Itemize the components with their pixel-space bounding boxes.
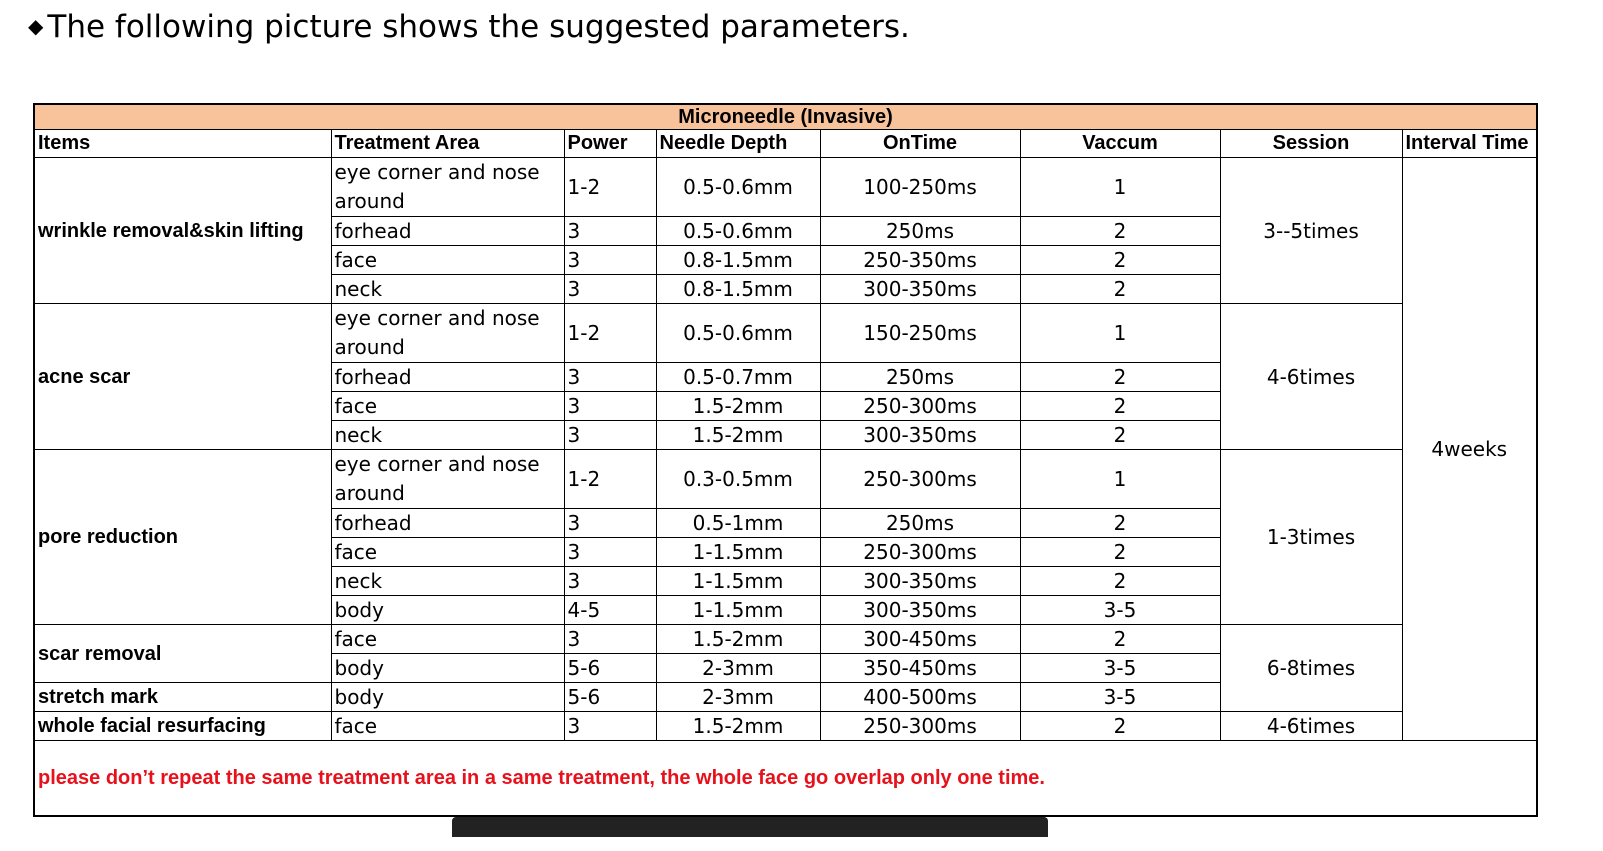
header-vaccum: Vaccum — [1020, 130, 1220, 158]
vaccum-cell: 2 — [1020, 275, 1220, 304]
header-row — [34, 130, 1537, 158]
power-cell: 3 — [564, 392, 656, 421]
session-cell: 3--5times — [1220, 158, 1402, 304]
table-row — [34, 304, 1537, 363]
vaccum-cell: 1 — [1020, 450, 1220, 509]
power-cell: 3 — [564, 625, 656, 654]
vaccum-cell: 2 — [1020, 625, 1220, 654]
needle-depth-cell: 2-3mm — [656, 654, 820, 683]
on-time-cell: 250ms — [820, 509, 1020, 538]
treatment-area-cell: eye corner and nose around — [331, 304, 564, 363]
vaccum-cell: 2 — [1020, 421, 1220, 450]
vaccum-cell: 3-5 — [1020, 683, 1220, 712]
table-row — [34, 450, 1537, 509]
on-time-cell: 400-500ms — [820, 683, 1020, 712]
header-treatment-area: Treatment Area — [331, 130, 564, 158]
page-heading — [28, 6, 910, 47]
vaccum-cell: 3-5 — [1020, 654, 1220, 683]
header-session: Session — [1220, 130, 1402, 158]
vaccum-cell: 2 — [1020, 363, 1220, 392]
on-time-cell: 300-350ms — [820, 567, 1020, 596]
on-time-cell: 250ms — [820, 217, 1020, 246]
session-cell: 1-3times — [1220, 450, 1402, 625]
treatment-area-cell: neck — [331, 421, 564, 450]
needle-depth-cell: 1.5-2mm — [656, 712, 820, 741]
needle-depth-cell: 1.5-2mm — [656, 421, 820, 450]
table-row — [34, 625, 1537, 654]
needle-depth-cell: 1-1.5mm — [656, 538, 820, 567]
on-time-cell: 250-350ms — [820, 246, 1020, 275]
vaccum-cell: 1 — [1020, 158, 1220, 217]
power-cell: 4-5 — [564, 596, 656, 625]
treatment-area-cell: neck — [331, 275, 564, 304]
power-cell: 1-2 — [564, 304, 656, 363]
warning-note: please don’t repeat the same treatment area in a same treatment, the whole face go overlap only one time. — [34, 741, 1537, 817]
power-cell: 3 — [564, 712, 656, 741]
item-cell: stretch mark — [34, 683, 331, 712]
needle-depth-cell: 0.5-0.6mm — [656, 217, 820, 246]
header-interval-time: Interval Time — [1402, 130, 1537, 158]
treatment-area-cell: eye corner and nose around — [331, 158, 564, 217]
on-time-cell: 300-450ms — [820, 625, 1020, 654]
on-time-cell: 250-300ms — [820, 392, 1020, 421]
vaccum-cell: 2 — [1020, 538, 1220, 567]
item-cell: wrinkle removal&skin lifting — [34, 158, 331, 304]
needle-depth-cell: 0.8-1.5mm — [656, 246, 820, 275]
table-row — [34, 158, 1537, 217]
vaccum-cell: 2 — [1020, 392, 1220, 421]
vaccum-cell: 3-5 — [1020, 596, 1220, 625]
item-cell: whole facial resurfacing — [34, 712, 331, 741]
on-time-cell: 250-300ms — [820, 538, 1020, 567]
treatment-area-cell: body — [331, 596, 564, 625]
power-cell: 3 — [564, 421, 656, 450]
power-cell: 3 — [564, 275, 656, 304]
on-time-cell: 250ms — [820, 363, 1020, 392]
needle-depth-cell: 0.8-1.5mm — [656, 275, 820, 304]
group-title: Microneedle (Invasive) — [34, 104, 1537, 130]
treatment-area-cell: forhead — [331, 363, 564, 392]
needle-depth-cell: 1-1.5mm — [656, 567, 820, 596]
on-time-cell: 300-350ms — [820, 596, 1020, 625]
needle-depth-cell: 1.5-2mm — [656, 392, 820, 421]
on-time-cell: 300-350ms — [820, 421, 1020, 450]
needle-depth-cell: 0.5-0.7mm — [656, 363, 820, 392]
parameters-table — [33, 103, 1538, 817]
session-cell: 4-6times — [1220, 304, 1402, 450]
power-cell: 5-6 — [564, 683, 656, 712]
power-cell: 3 — [564, 567, 656, 596]
needle-depth-cell: 1.5-2mm — [656, 625, 820, 654]
vaccum-cell: 2 — [1020, 217, 1220, 246]
treatment-area-cell: face — [331, 538, 564, 567]
power-cell: 1-2 — [564, 158, 656, 217]
item-cell: scar removal — [34, 625, 331, 683]
power-cell: 5-6 — [564, 654, 656, 683]
treatment-area-cell: body — [331, 654, 564, 683]
on-time-cell: 250-300ms — [820, 712, 1020, 741]
heading-text: The following picture shows the suggested parameters. — [47, 9, 910, 45]
session-cell: 6-8times — [1220, 625, 1402, 712]
note-row — [34, 741, 1537, 817]
needle-depth-cell: 0.5-0.6mm — [656, 158, 820, 217]
treatment-area-cell: face — [331, 246, 564, 275]
power-cell: 3 — [564, 246, 656, 275]
on-time-cell: 250-300ms — [820, 450, 1020, 509]
item-cell: acne scar — [34, 304, 331, 450]
needle-depth-cell: 2-3mm — [656, 683, 820, 712]
power-cell: 3 — [564, 538, 656, 567]
vaccum-cell: 2 — [1020, 567, 1220, 596]
header-needle-depth: Needle Depth — [656, 130, 820, 158]
treatment-area-cell: forhead — [331, 217, 564, 246]
treatment-area-cell: forhead — [331, 509, 564, 538]
treatment-area-cell: eye corner and nose around — [331, 450, 564, 509]
vaccum-cell: 2 — [1020, 509, 1220, 538]
on-time-cell: 100-250ms — [820, 158, 1020, 217]
on-time-cell: 150-250ms — [820, 304, 1020, 363]
vaccum-cell: 1 — [1020, 304, 1220, 363]
table-body — [34, 104, 1537, 816]
group-title-row — [34, 104, 1537, 130]
power-cell: 1-2 — [564, 450, 656, 509]
power-cell: 3 — [564, 509, 656, 538]
needle-depth-cell: 0.5-1mm — [656, 509, 820, 538]
treatment-area-cell: neck — [331, 567, 564, 596]
on-time-cell: 300-350ms — [820, 275, 1020, 304]
power-cell: 3 — [564, 363, 656, 392]
treatment-area-cell: body — [331, 683, 564, 712]
power-cell: 3 — [564, 217, 656, 246]
table-row — [34, 712, 1537, 741]
treatment-area-cell: face — [331, 712, 564, 741]
treatment-area-cell: face — [331, 625, 564, 654]
header-power: Power — [564, 130, 656, 158]
treatment-area-cell: face — [331, 392, 564, 421]
session-cell: 4-6times — [1220, 712, 1402, 741]
on-time-cell: 350-450ms — [820, 654, 1020, 683]
header-on-time: OnTime — [820, 130, 1020, 158]
bottom-scroll-bar — [452, 817, 1048, 837]
item-cell: pore reduction — [34, 450, 331, 625]
needle-depth-cell: 0.5-0.6mm — [656, 304, 820, 363]
vaccum-cell: 2 — [1020, 712, 1220, 741]
needle-depth-cell: 0.3-0.5mm — [656, 450, 820, 509]
interval-time-cell: 4weeks — [1402, 158, 1537, 741]
header-items: Items — [34, 130, 331, 158]
needle-depth-cell: 1-1.5mm — [656, 596, 820, 625]
vaccum-cell: 2 — [1020, 246, 1220, 275]
diamond-bullet-icon: ◆ — [28, 14, 44, 38]
